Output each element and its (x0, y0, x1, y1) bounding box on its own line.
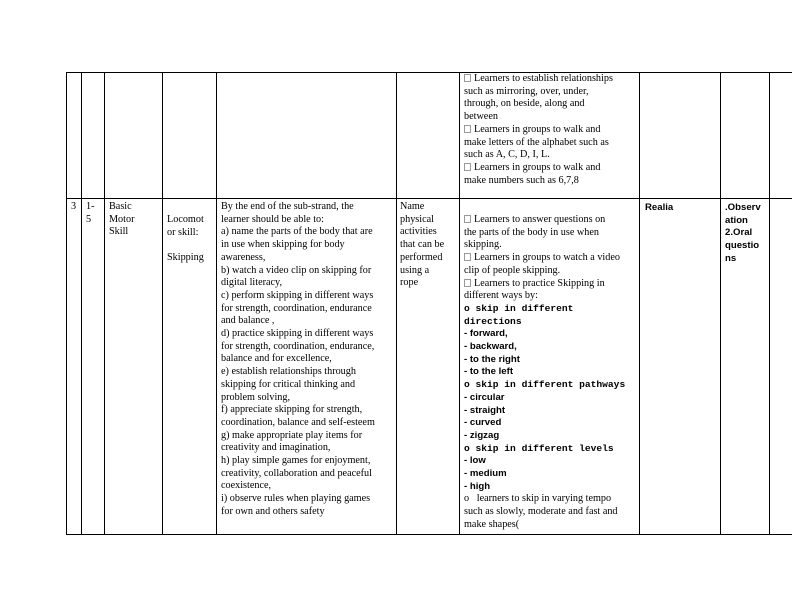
activity-text: o learners to skip in varying tempo (464, 493, 612, 505)
week-number: 3 (71, 201, 77, 212)
strand-line: Skill (109, 226, 129, 238)
outcome-line: skipping for critical thinking and (221, 378, 356, 390)
activity-text: o skip in different (464, 302, 574, 314)
bullet-glyph-icon (464, 125, 471, 133)
outcome-line: g) make appropriate play items for (221, 429, 363, 441)
outcome-line: By the end of the sub-strand, the (221, 201, 354, 212)
assessment-line: ns (725, 252, 737, 264)
strand-cell (109, 201, 134, 239)
activity-line (464, 430, 625, 443)
activity-line (464, 162, 613, 175)
outcome-line: for own and others safety (221, 505, 325, 517)
activity-line (464, 506, 625, 519)
activity-line (464, 227, 625, 240)
sub-strand-line (167, 239, 204, 252)
activity-text: - low (464, 455, 486, 467)
assessment-cell (725, 202, 761, 266)
learning-activities-cell (464, 214, 625, 532)
sub-strand-cell (167, 214, 204, 265)
activity-text: such as mirroring, over, under, (464, 85, 589, 97)
table-border-top (66, 72, 792, 73)
activity-text: Learners to establish relationships (474, 73, 613, 84)
column-divider (81, 72, 82, 535)
column-divider (216, 72, 217, 535)
assessment-line: questio (725, 240, 760, 252)
sub-strand-line: or skill: (167, 226, 199, 238)
column-divider (66, 72, 67, 535)
inquiry-line: activities (400, 226, 437, 238)
activity-text: directions (464, 315, 522, 327)
activity-line (464, 137, 613, 150)
activity-line (464, 149, 613, 162)
inquiry-line: using a (400, 264, 430, 276)
outcome-line: f) appreciate skipping for strength, (221, 404, 363, 416)
activity-text: Learners in groups to walk and (474, 161, 601, 173)
strand-line: Motor (109, 213, 135, 225)
activity-text: such as slowly, moderate and fast and (464, 506, 618, 518)
activity-text: - curved (464, 417, 502, 429)
activity-text: between (464, 111, 498, 123)
activity-text: o skip in different pathways (464, 379, 626, 391)
column-divider (104, 72, 105, 535)
outcome-line: for strength, coordination, endurance (221, 302, 372, 314)
activity-line (464, 214, 625, 227)
activity-line (464, 493, 625, 506)
inquiry-line: rope (400, 277, 419, 289)
sub-strand-line: Locomot (167, 214, 204, 225)
activity-text: - high (464, 480, 491, 492)
outcome-line: h) play simple games for enjoyment, (221, 455, 371, 467)
activity-line (464, 265, 625, 278)
column-divider (162, 72, 163, 535)
prev-row-activities (464, 73, 613, 187)
activity-line (464, 392, 625, 405)
outcome-line: awareness, (221, 251, 266, 263)
activity-line (464, 278, 625, 291)
activity-line (464, 303, 625, 316)
activity-text: - zigzag (464, 429, 500, 441)
activity-line (464, 379, 625, 392)
lesson-line: 1- (86, 201, 95, 212)
activity-text: make numbers such as 6,7,8 (464, 174, 579, 186)
assessment-line: .Observ (725, 202, 761, 213)
outcome-line: and balance , (221, 315, 275, 327)
resources-text: Realia (645, 202, 674, 213)
activity-line (464, 328, 625, 341)
activity-line (464, 98, 613, 111)
column-divider (639, 72, 640, 535)
activity-text: skipping. (464, 239, 502, 251)
activity-text: Learners in groups to watch a video (474, 252, 620, 264)
activity-text: the parts of the body in use when (464, 226, 599, 238)
activity-line (464, 124, 613, 137)
activity-line (464, 519, 625, 532)
activity-text: - forward, (464, 328, 508, 340)
assessment-line: ation (725, 214, 748, 226)
activity-line (464, 175, 613, 188)
activity-line (464, 366, 625, 379)
table-row-divider (66, 198, 792, 199)
activity-line (464, 417, 625, 430)
activity-text: different ways by: (464, 290, 538, 302)
bullet-glyph-icon (464, 74, 471, 82)
outcome-line: in use when skipping for body (221, 239, 345, 251)
outcome-line: balance and for excellence, (221, 353, 332, 365)
activity-line (464, 252, 625, 265)
column-divider (459, 72, 460, 535)
activity-text: such as A, C, D, I, L. (464, 149, 550, 161)
activity-text: - medium (464, 468, 507, 480)
activity-line (464, 443, 625, 456)
outcome-line: d) practice skipping in different ways (221, 328, 374, 340)
activity-line (464, 481, 625, 494)
activity-line (464, 341, 625, 354)
outcome-line: c) perform skipping in different ways (221, 289, 374, 301)
resources-cell (645, 202, 673, 215)
outcome-line: creativity, collaboration and peaceful (221, 467, 372, 479)
activity-text: - circular (464, 391, 505, 403)
bullet-glyph-icon (464, 163, 471, 171)
activity-line (464, 405, 625, 418)
inquiry-line: that can be (400, 239, 445, 251)
activity-line (464, 111, 613, 124)
outcome-line: b) watch a video clip on skipping for (221, 264, 372, 276)
strand-line: Basic (109, 201, 132, 212)
activity-text: make shapes( (464, 518, 520, 530)
activity-text: Learners to practice Skipping in (474, 277, 605, 289)
learning-outcomes-cell (221, 201, 375, 519)
column-divider (769, 72, 770, 535)
outcome-line: problem solving, (221, 391, 291, 403)
activity-line (464, 455, 625, 468)
lesson-cell (86, 201, 95, 226)
assessment-line: 2.Oral (725, 227, 753, 239)
week-cell (71, 201, 76, 214)
outcome-line: coexistence, (221, 480, 272, 492)
activity-text: Learners in groups to walk and (474, 123, 601, 135)
activity-text: make letters of the alphabet such as (464, 136, 609, 148)
inquiry-line: Name (400, 201, 425, 212)
outcome-line: e) establish relationships through (221, 366, 356, 378)
activity-line (464, 468, 625, 481)
activity-text: clip of people skipping. (464, 264, 561, 276)
lesson-line: 5 (86, 213, 92, 225)
outcome-line: digital literacy, (221, 277, 283, 289)
outcome-line: learner should be able to: (221, 213, 324, 225)
outcome-line: for strength, coordination, endurance, (221, 340, 375, 352)
activity-line (464, 239, 625, 252)
activity-text: - straight (464, 404, 506, 416)
activity-text: - to the right (464, 353, 520, 365)
bullet-glyph-icon (464, 253, 471, 261)
activity-line (464, 73, 613, 86)
outcome-line: a) name the parts of the body that are (221, 226, 373, 238)
outcome-line: i) observe rules when playing games (221, 493, 371, 505)
bullet-glyph-icon (464, 215, 471, 223)
inquiry-line: physical (400, 213, 434, 225)
activity-text: - to the left (464, 366, 514, 378)
activity-text: Learners to answer questions on (474, 214, 606, 225)
activity-text: through, on beside, along and (464, 98, 585, 110)
outcome-line: coordination, balance and self-esteem (221, 416, 375, 428)
activity-line (464, 86, 613, 99)
sub-strand-line: Skipping (167, 252, 204, 264)
bullet-glyph-icon (464, 279, 471, 287)
column-divider (396, 72, 397, 535)
activity-line (464, 354, 625, 367)
outcome-line: creativity and imagination, (221, 442, 331, 454)
activity-line (464, 290, 625, 303)
column-divider (720, 72, 721, 535)
activity-text: - backward, (464, 341, 517, 353)
activity-text: o skip in different levels (464, 442, 614, 454)
inquiry-line: performed (400, 251, 443, 263)
activity-line (464, 316, 625, 329)
key-inquiry-cell (400, 201, 444, 290)
table-border-bottom (66, 534, 792, 535)
